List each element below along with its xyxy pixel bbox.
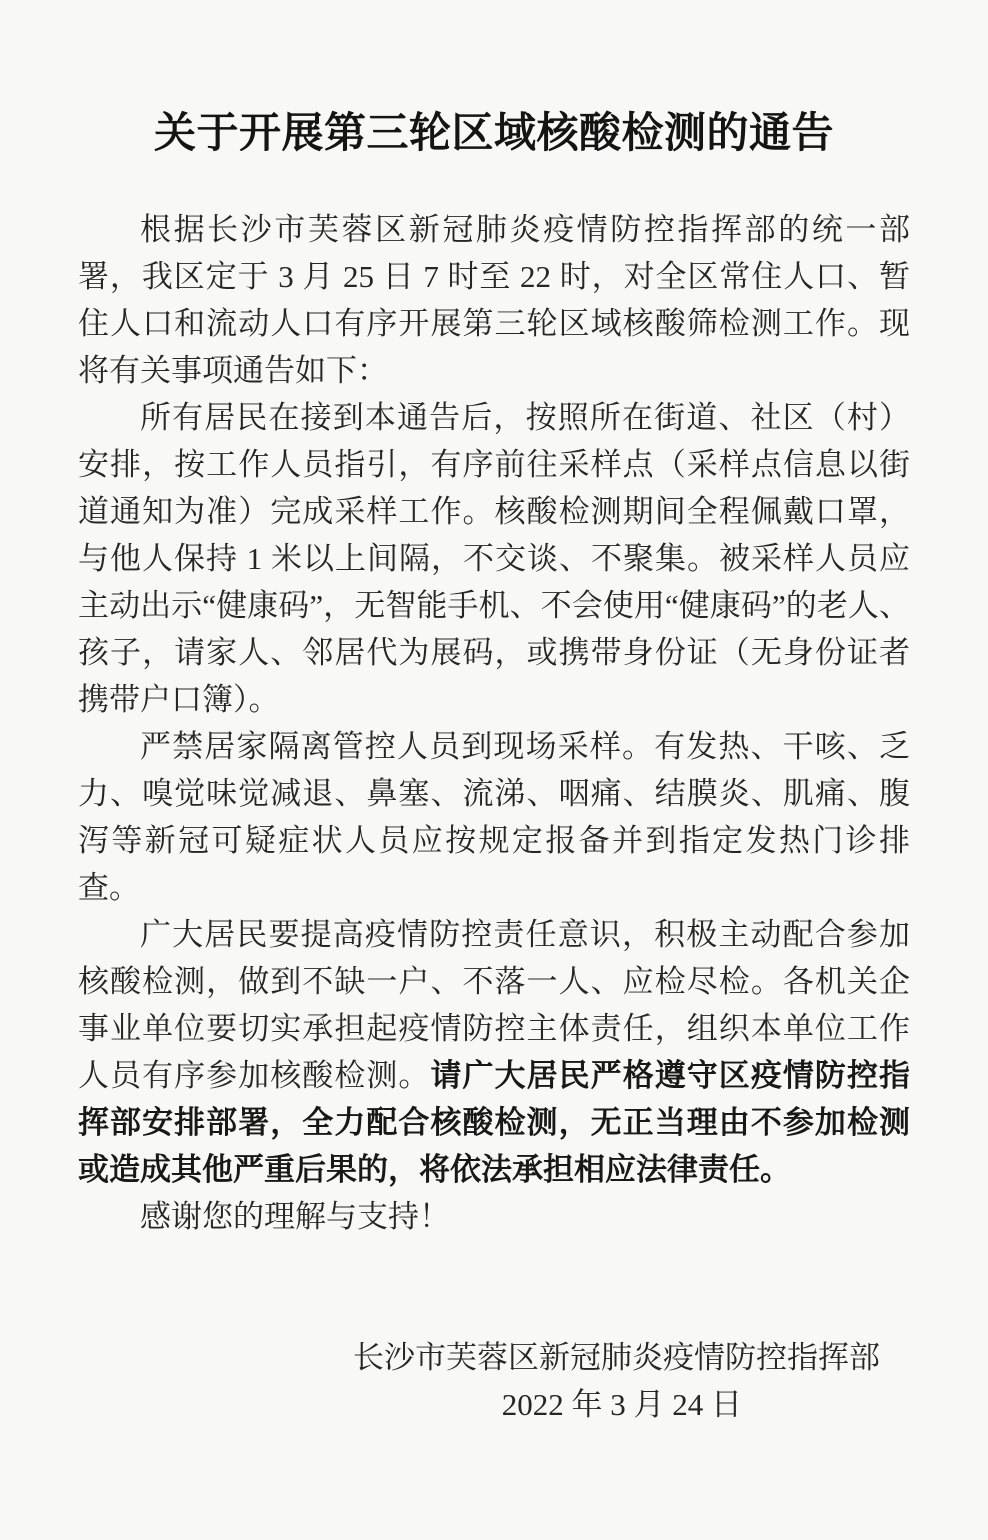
document-title: 关于开展第三轮区域核酸检测的通告 bbox=[153, 111, 834, 157]
responsibility-bold-text: 请广大居民严格遵守区疫情防控指挥部安排部署，全力配合核酸检测，无正当理由不参加检测或造成其他严重后果的，将依法承担相应法律责任。 bbox=[78, 1058, 911, 1187]
paragraph-responsibility bbox=[78, 911, 910, 1193]
responsibility-normal-text: 广大居民要提高疫情防控责任意识，积极主动配合参加核酸检测，做到不缺一户、不落一人、应检尽检。各机关企事业单位要切实承担起疫情防控主体责任，组织本单位工作人员有序参加核酸检测。 bbox=[78, 917, 910, 1093]
paragraph-sampling-instructions: 所有居民在接到本通告后，按照所在街道、社区（村）安排，按工作人员指引，有序前往采样点（采样点信息以街道通知为准）完成采样工作。核酸检测期间全程佩戴口罩，与他人保持 1 米以上间隔，不交谈、不聚集。被采样人员应主动出示“健康码”，无智能手机、不会使用“健康码”的老人、孩子，请家人、邻居代为展码，或携带身份证（无身份证者携带户口簿）。 bbox=[78, 400, 910, 717]
paragraph-deployment: 根据长沙市芙蓉区新冠肺炎疫情防控指挥部的统一部署，我区定于 3 月 25 日 7 时至 22 时，对全区常住人口、暂住人口和流动人口有序开展第三轮区域核酸筛检测工作。现将有关事项通告如下： bbox=[78, 212, 910, 388]
closing-line: 感谢您的理解与支持！ bbox=[140, 1199, 450, 1234]
issuing-authority: 长沙市芙蓉区新冠肺炎疫情防控指挥部 bbox=[353, 1340, 880, 1375]
issue-date: 2022 年 3 月 24 日 bbox=[501, 1387, 742, 1422]
paragraph-quarantine-rules: 严禁居家隔离管控人员到现场采样。有发热、干咳、乏力、嗅觉味觉减退、鼻塞、流涕、咽痛、结膜炎、肌痛、腹泻等新冠可疑症状人员应按规定报备并到指定发热门诊排查。 bbox=[78, 729, 910, 905]
signature-block bbox=[78, 1334, 910, 1428]
